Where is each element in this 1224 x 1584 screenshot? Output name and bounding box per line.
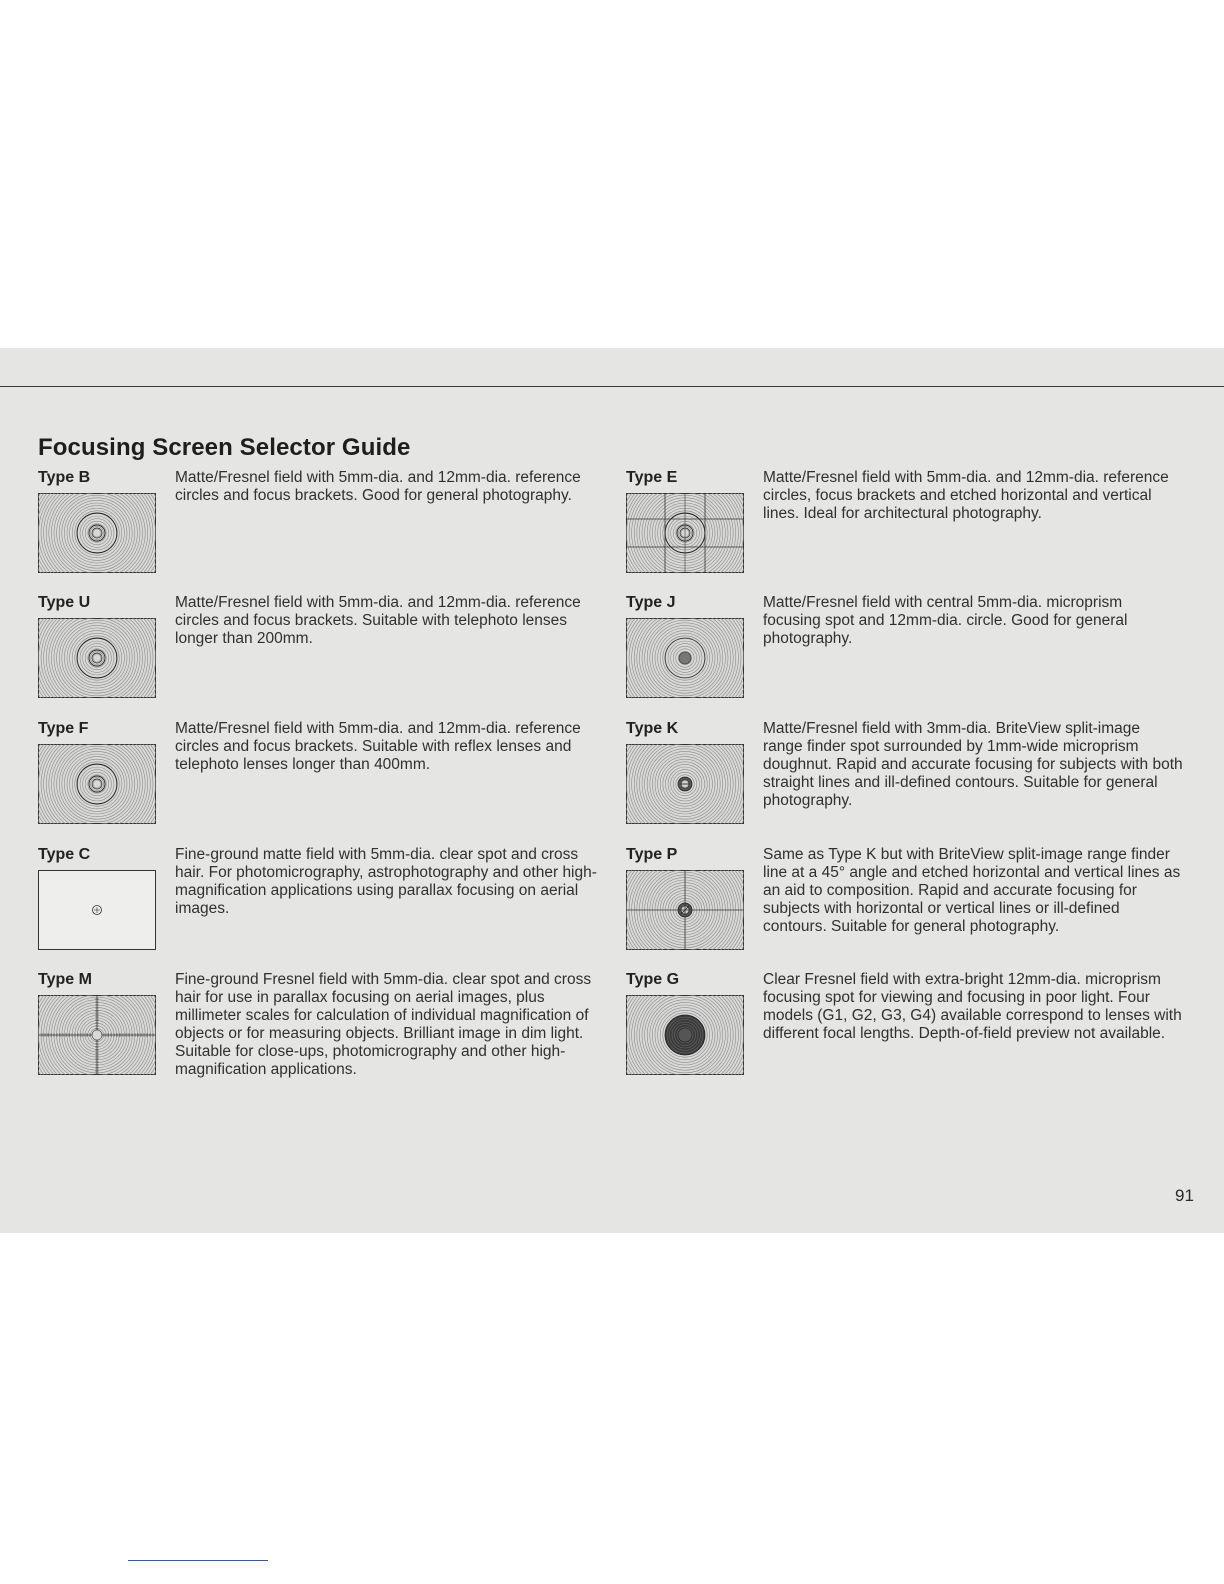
screen-thumbnail-type-c [38, 870, 156, 950]
entry-type-m [38, 971, 608, 1101]
type-description: Matte/Fresnel field with 5mm-dia. and 12mm-dia. reference circles and focus brackets. Good for general photography. [175, 469, 581, 504]
page-title: Focusing Screen Selector Guide [38, 434, 411, 461]
screen-thumbnail-type-u [38, 618, 156, 698]
entry-type-b [38, 469, 608, 579]
entry-type-g [626, 971, 1186, 1081]
type-label: Type K [626, 720, 679, 737]
screen-thumbnail-type-e [626, 493, 744, 573]
type-label: Type C [38, 846, 91, 863]
entry-type-c [38, 846, 608, 956]
entry-type-u [38, 594, 608, 704]
type-description: Clear Fresnel field with extra-bright 12mm-dia. microprism focusing spot for viewing and focusing in poor light. Four models (G1, G2, G3, G4) available correspond to lenses with different focal lengths. Depth-of-field preview not available. [763, 971, 1182, 1042]
type-label: Type J [626, 594, 676, 611]
screen-thumbnail-type-f [38, 744, 156, 824]
footer-underline [128, 1560, 268, 1561]
screen-thumbnail-type-p [626, 870, 744, 950]
screen-thumbnail-type-b [38, 493, 156, 573]
screen-thumbnail-type-m [38, 995, 156, 1075]
type-description: Fine-ground Fresnel field with 5mm-dia. clear spot and cross hair for use in parallax focusing on aerial images, plus millimeter scales for calculation of individual magnification of objects or for measuring objects. Brilliant image in dim light. Suitable for close-ups, photomicrography and other high-magnification applications. [175, 971, 592, 1078]
top-rule [0, 386, 1224, 387]
scanned-page [0, 348, 1224, 1233]
screen-thumbnail-type-g [626, 995, 744, 1075]
type-description: Same as Type K but with BriteView split-image range finder line at a 45° angle and etched horizontal and vertical lines as an aid to composition. Rapid and accurate focusing for subjects with horizontal or vertical lines or ill-defined contours. Suitable for general photography. [763, 846, 1181, 935]
entry-type-f [38, 720, 608, 830]
type-label: Type E [626, 469, 678, 486]
type-description: Matte/Fresnel field with 3mm-dia. BriteView split-image range finder spot surrounded by 1mm-wide microprism doughnut. Rapid and accurate focusing for subjects with both straight lines and ill-defined contours. Suitable for general photography. [763, 720, 1183, 809]
page-number: 91 [1175, 1186, 1194, 1205]
type-description: Matte/Fresnel field with 5mm-dia. and 12mm-dia. reference circles and focus brackets. Suitable with reflex lenses and telephoto lenses longer than 400mm. [175, 720, 581, 773]
entry-type-k [626, 720, 1186, 830]
type-label: Type M [38, 971, 92, 988]
type-label: Type P [626, 846, 678, 863]
type-label: Type F [38, 720, 89, 737]
type-description: Matte/Fresnel field with 5mm-dia. and 12mm-dia. reference circles and focus brackets. Suitable with telephoto lenses longer than 200mm. [175, 594, 581, 647]
entry-type-e [626, 469, 1186, 579]
screen-thumbnail-type-k [626, 744, 744, 824]
type-label: Type G [626, 971, 680, 988]
type-description: Fine-ground matte field with 5mm-dia. clear spot and cross hair. For photomicrography, astrophotography and other high-magnification applications using parallax focusing on aerial images. [175, 846, 597, 917]
type-label: Type U [38, 594, 91, 611]
screen-thumbnail-type-j [626, 618, 744, 698]
entry-type-j [626, 594, 1186, 704]
type-description: Matte/Fresnel field with central 5mm-dia. microprism focusing spot and 12mm-dia. circle. Good for general photography. [763, 594, 1128, 647]
type-label: Type B [38, 469, 91, 486]
type-description: Matte/Fresnel field with 5mm-dia. and 12mm-dia. reference circles, focus brackets and etched horizontal and vertical lines. Ideal for architectural photography. [763, 469, 1169, 522]
entry-type-p [626, 846, 1186, 956]
